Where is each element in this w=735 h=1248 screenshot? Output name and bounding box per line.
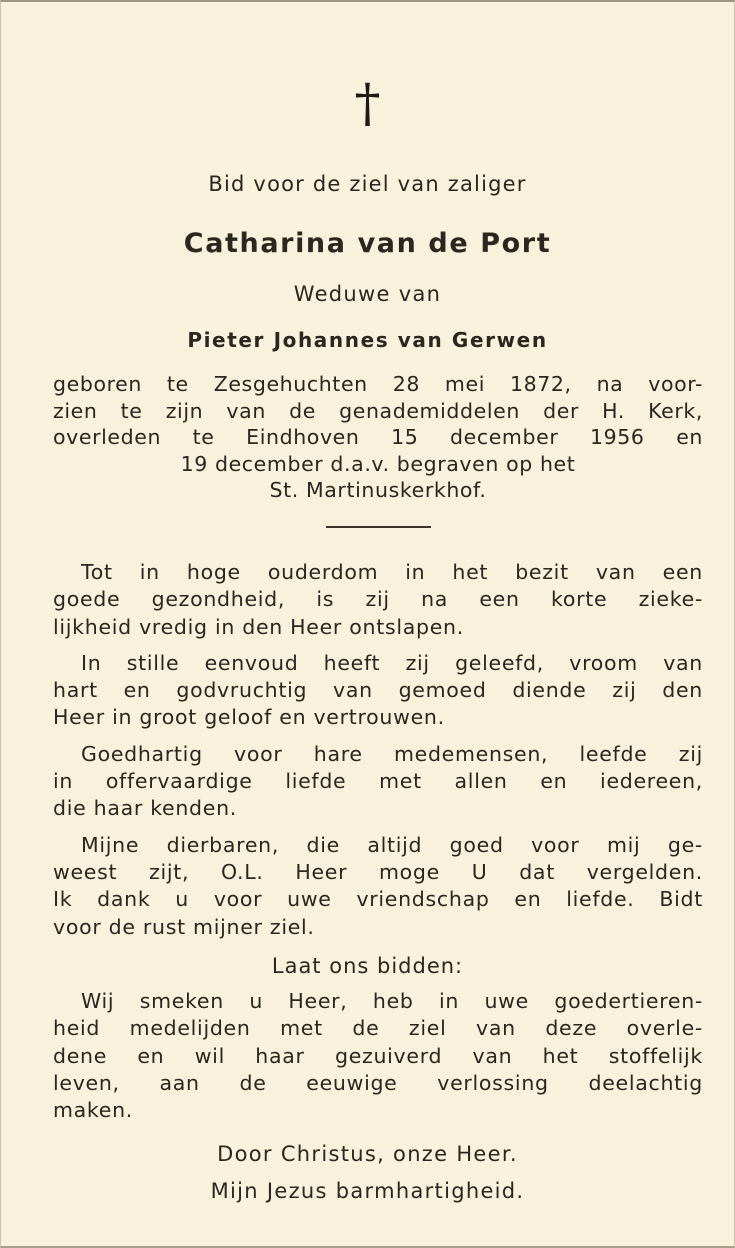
text-line: In stille eenvoud heeft zij geleefd, vroom van	[81, 650, 703, 675]
text-line: Ik dank u voor uwe vriendschap en liefde. Bidt	[53, 887, 703, 912]
text-line: Tot in hoge ouderdom in het bezit van een	[81, 560, 703, 584]
birth-line: St. Martinuskerkhof.	[269, 478, 487, 502]
text-line: in offervaardige liefde met allen en iedereen,	[53, 769, 703, 794]
text-line: hart en godvruchtig van gemoed diende zij den	[53, 678, 703, 703]
birth-line: geboren te Zesgehuchten 28 mei 1872, na voor-	[53, 372, 703, 396]
text-line: die haar kenden.	[53, 796, 237, 821]
widow-of-label: Weduwe van	[293, 282, 442, 306]
deceased-name: Catharina van de Port	[183, 228, 552, 259]
invocation: Bid voor de ziel van zaliger	[208, 172, 527, 196]
text-line: heid medelijden met de ziel van deze overle-	[53, 1016, 703, 1041]
text-line: Wij smeken u Heer, heb in uwe goedertieren-	[81, 989, 703, 1013]
text-line: weest zijt, O.L. Heer moge U dat vergelden.	[53, 859, 703, 884]
text-line: Heer in groot geloof en vertrouwen.	[53, 705, 445, 730]
birth-line: 19 december d.a.v. begraven op het	[180, 451, 576, 476]
divider	[326, 526, 431, 528]
paragraph	[53, 741, 703, 823]
text-line: goede gezondheid, is zij na een korte zieke-	[53, 587, 703, 612]
text-line: Goedhartig voor hare medemensen, leefde zij	[81, 741, 703, 766]
prayer-text	[53, 988, 703, 1124]
text-line: dene en wil haar gezuiverd van het stoffelijk	[53, 1043, 703, 1068]
birth-line: overleden te Eindhoven 15 december 1956 en	[53, 425, 703, 449]
text-line: voor de rust mijner ziel.	[53, 914, 315, 939]
text-line: lijkheid vredig in den Heer ontslapen.	[53, 614, 464, 639]
cross-icon: †	[354, 74, 381, 134]
closing-line: Mijn Jezus barmhartigheid.	[210, 1179, 525, 1203]
text-line: leven, aan de eeuwige verlossing deelachtig	[53, 1070, 703, 1095]
paragraph	[53, 650, 703, 732]
paragraph	[53, 832, 703, 941]
birth-line: zien te zijn van de genademiddelen der H. Kerk,	[53, 398, 703, 423]
closing-line: Door Christus, onze Heer.	[217, 1142, 518, 1166]
paragraph	[53, 559, 703, 641]
eulogy-text	[53, 559, 703, 950]
text-line: maken.	[53, 1098, 133, 1123]
birth-death-details	[53, 371, 703, 504]
prayer-heading: Laat ons bidden:	[271, 954, 464, 978]
text-line: Mijne dierbaren, die altijd goed voor mij ge-	[81, 832, 703, 857]
spouse-name: Pieter Johannes van Gerwen	[187, 328, 548, 352]
